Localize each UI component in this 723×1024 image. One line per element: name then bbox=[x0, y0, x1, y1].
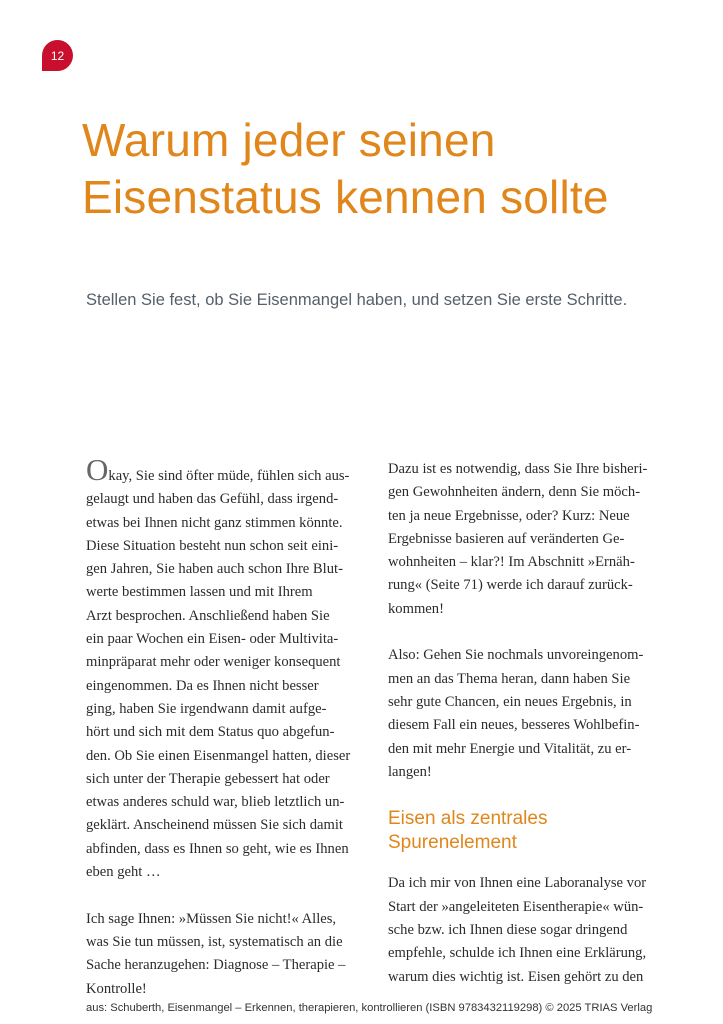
text-line: sehr gute Chancen, ein neues Ergebnis, in bbox=[388, 693, 632, 710]
page-number-badge: 12 bbox=[42, 40, 73, 71]
text-line: langen! bbox=[388, 763, 432, 780]
source-footer: aus: Schuberth, Eisenmangel – Erkennen, therapieren, kontrollieren (ISBN 9783432119298) © 2025 TRIAS Verlag bbox=[86, 1002, 653, 1014]
text-line: Arzt besprochen. Anschließend haben Sie bbox=[86, 607, 330, 624]
left-column bbox=[86, 452, 362, 1024]
text-line: hört und sich mit dem Status quo abgefun- bbox=[86, 724, 335, 741]
text-line: was Sie tun müssen, ist, systematisch an die bbox=[86, 933, 343, 950]
text-line: Diese Situation besteht nun schon seit eini- bbox=[86, 537, 339, 554]
section-heading bbox=[388, 807, 660, 855]
text-line: Okay, Sie sind öfter müde, fühlen sich aus- bbox=[86, 452, 350, 487]
right-column bbox=[388, 458, 660, 1012]
page-title bbox=[82, 112, 702, 226]
text-line: Ich sage Ihnen: »Müssen Sie nicht!« Alles, bbox=[86, 910, 337, 927]
text-line: abfinden, dass es Ihnen so geht, wie es Ihnen bbox=[86, 840, 349, 857]
text-line: gen Gewohnheiten ändern, denn Sie möch- bbox=[388, 484, 641, 501]
text-line: Start der »angeleiteten Eisentherapie« wün- bbox=[388, 898, 644, 915]
text-line: den mit mehr Energie und Vitalität, zu er- bbox=[388, 740, 632, 757]
title-line: Warum jeder seinen bbox=[82, 114, 496, 166]
text-line: rung« (Seite 71) werde ich darauf zurück- bbox=[388, 577, 633, 594]
text-line: Dazu ist es notwendig, dass Sie Ihre bisheri- bbox=[388, 461, 648, 477]
intro-paragraph bbox=[86, 452, 362, 884]
text-line: geklärt. Anscheinend müssen Sie sich damit bbox=[86, 817, 343, 834]
text-line: men an das Thema heran, dann haben Sie bbox=[388, 670, 631, 687]
body-paragraph bbox=[388, 458, 660, 621]
body-paragraph bbox=[86, 908, 362, 1001]
page-subtitle: Stellen Sie fest, ob Sie Eisenmangel haben, und setzen Sie erste Schritte. bbox=[86, 291, 628, 309]
text-line: minpräparat mehr oder weniger konsequent bbox=[86, 654, 341, 671]
text-line: kommen! bbox=[388, 600, 444, 617]
text-line: ten ja neue Ergebnisse, oder? Kurz: Neue bbox=[388, 507, 630, 524]
text-line: eben geht … bbox=[86, 864, 161, 881]
text-line: etwas bei Ihnen nicht ganz stimmen könnte. bbox=[86, 514, 343, 531]
title-line: Eisenstatus kennen sollte bbox=[82, 171, 609, 223]
text-line: etwas anderes schuld war, blieb letztlich un- bbox=[86, 794, 345, 811]
heading-line: Spurenelement bbox=[388, 832, 517, 854]
text-line: gen Jahren, Sie haben auch schon Ihre Blut- bbox=[86, 561, 343, 578]
text-line: gelaugt und haben das Gefühl, dass irgend- bbox=[86, 491, 339, 508]
text-line: sich unter der Therapie gebessert hat oder bbox=[86, 770, 330, 787]
text-line: sche bzw. ich Ihnen diese sogar dringend bbox=[388, 922, 628, 939]
text-line: Ergebnisse basieren auf veränderten Ge- bbox=[388, 530, 625, 547]
text-line: empfehle, schulde ich Ihnen eine Erklärung, bbox=[388, 945, 647, 962]
heading-line: Eisen als zentrales bbox=[388, 808, 548, 830]
text-line: ging, haben Sie irgendwann damit aufge- bbox=[86, 700, 327, 717]
text-line: diesem Fall ein neues, besseres Wohlbefin- bbox=[388, 717, 640, 734]
body-paragraph bbox=[388, 872, 660, 988]
text-line: Kontrolle! bbox=[86, 980, 147, 997]
text-line: werte bestimmen lassen und mit Ihrem bbox=[86, 584, 313, 601]
text-line: ein paar Wochen ein Eisen- oder Multivita- bbox=[86, 631, 339, 648]
text-line: eingenommen. Da es Ihnen nicht besser bbox=[86, 677, 319, 694]
text-line: Sache heranzugehen: Diagnose – Therapie – bbox=[86, 957, 346, 974]
text-line: Da ich mir von Ihnen eine Laboranalyse vor bbox=[388, 875, 647, 892]
text-line: den. Ob Sie einen Eisenmangel hatten, dieser bbox=[86, 747, 351, 764]
text-line: warum dies wichtig ist. Eisen gehört zu den bbox=[388, 968, 644, 985]
text-line: Also: Gehen Sie nochmals unvoreingenom- bbox=[388, 647, 644, 664]
body-paragraph bbox=[388, 644, 660, 784]
drop-cap: O bbox=[86, 452, 109, 487]
text-line: wohnheiten – klar?! Im Abschnitt »Ernäh- bbox=[388, 554, 635, 571]
